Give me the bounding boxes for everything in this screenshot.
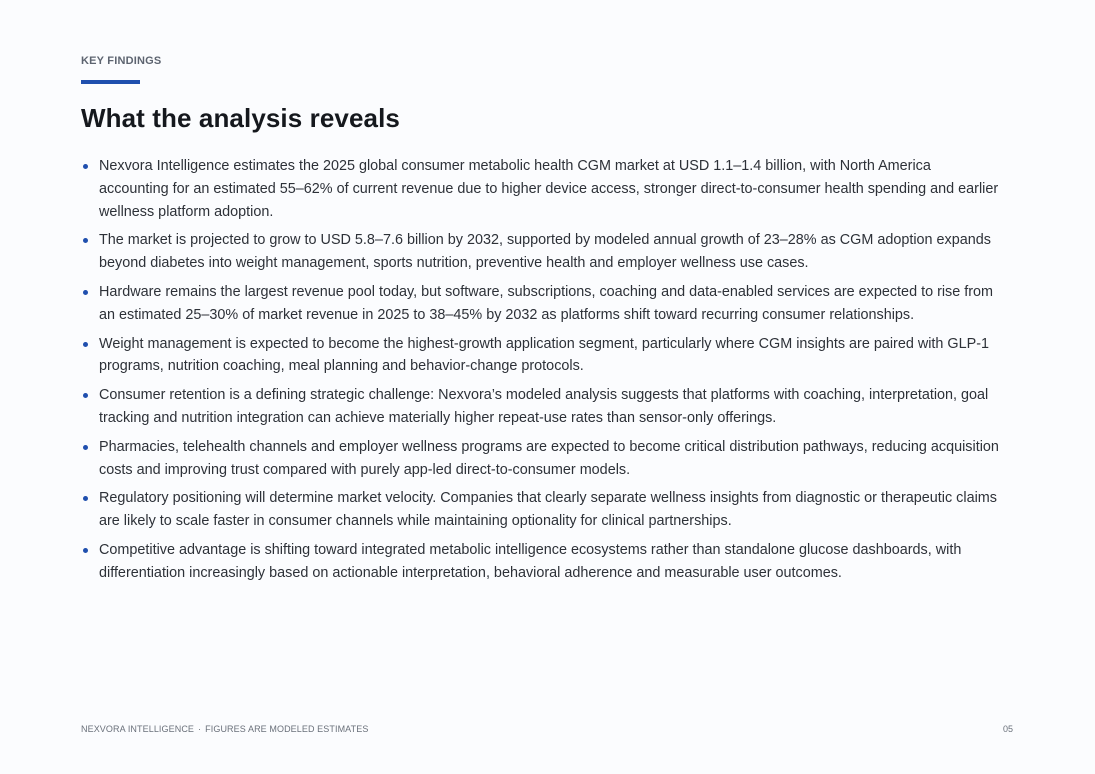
accent-rule [81, 80, 140, 84]
footer-separator: · [198, 724, 202, 734]
finding-item: Nexvora Intelligence estimates the 2025 global consumer metabolic health CGM market at USD 1.1–1.4 billion, with North America accounting for an estimated 55–62% of current revenue due to higher device access, stronger direct-to-consumer health spending and earlier wellness platform adoption. [81, 155, 1003, 223]
finding-item: Regulatory positioning will determine market velocity. Companies that clearly separate wellness insights from diagnostic or therapeutic claims are likely to scale faster in consumer channels while maintaining optionality for clinical partnerships. [81, 487, 1003, 533]
page-title: What the analysis reveals [81, 103, 400, 133]
findings-list [81, 155, 1003, 591]
footer-brand: NEXVORA INTELLIGENCE [81, 724, 195, 734]
finding-item: Pharmacies, telehealth channels and employer wellness programs are expected to become critical distribution pathways, reducing acquisition costs and improving trust compared with purely app-led direct-to-consumer models. [81, 436, 1003, 482]
page-number: 05 [1002, 724, 1013, 734]
finding-item: The market is projected to grow to USD 5.8–7.6 billion by 2032, supported by modeled annual growth of 23–28% as CGM adoption expands beyond diabetes into weight management, sports nutrition, preventive health and employer wellness use cases. [81, 229, 1003, 275]
section-eyebrow: KEY FINDINGS [81, 55, 162, 67]
finding-item: Hardware remains the largest revenue pool today, but software, subscriptions, coaching and data-enabled services are expected to rise from an estimated 25–30% of market revenue in 2025 to 38–45% by 2032 as platforms shift toward recurring consumer relationships. [81, 281, 1003, 327]
finding-item: Weight management is expected to become the highest-growth application segment, particularly where CGM insights are paired with GLP-1 programs, nutrition coaching, meal planning and behavior-change protocols. [81, 333, 1003, 379]
finding-item: Consumer retention is a defining strategic challenge: Nexvora’s modeled analysis suggests that platforms with coaching, interpretation, goal tracking and nutrition integration can achieve materially higher repeat-use rates than sensor-only offerings. [81, 384, 1003, 430]
footer-note [81, 724, 368, 734]
footer-disclaimer: FIGURES ARE MODELED ESTIMATES [205, 724, 369, 734]
finding-item: Competitive advantage is shifting toward integrated metabolic intelligence ecosystems rather than standalone glucose dashboards, with differentiation increasingly based on actionable interpretation, behavioral adherence and measurable user outcomes. [81, 539, 1003, 585]
